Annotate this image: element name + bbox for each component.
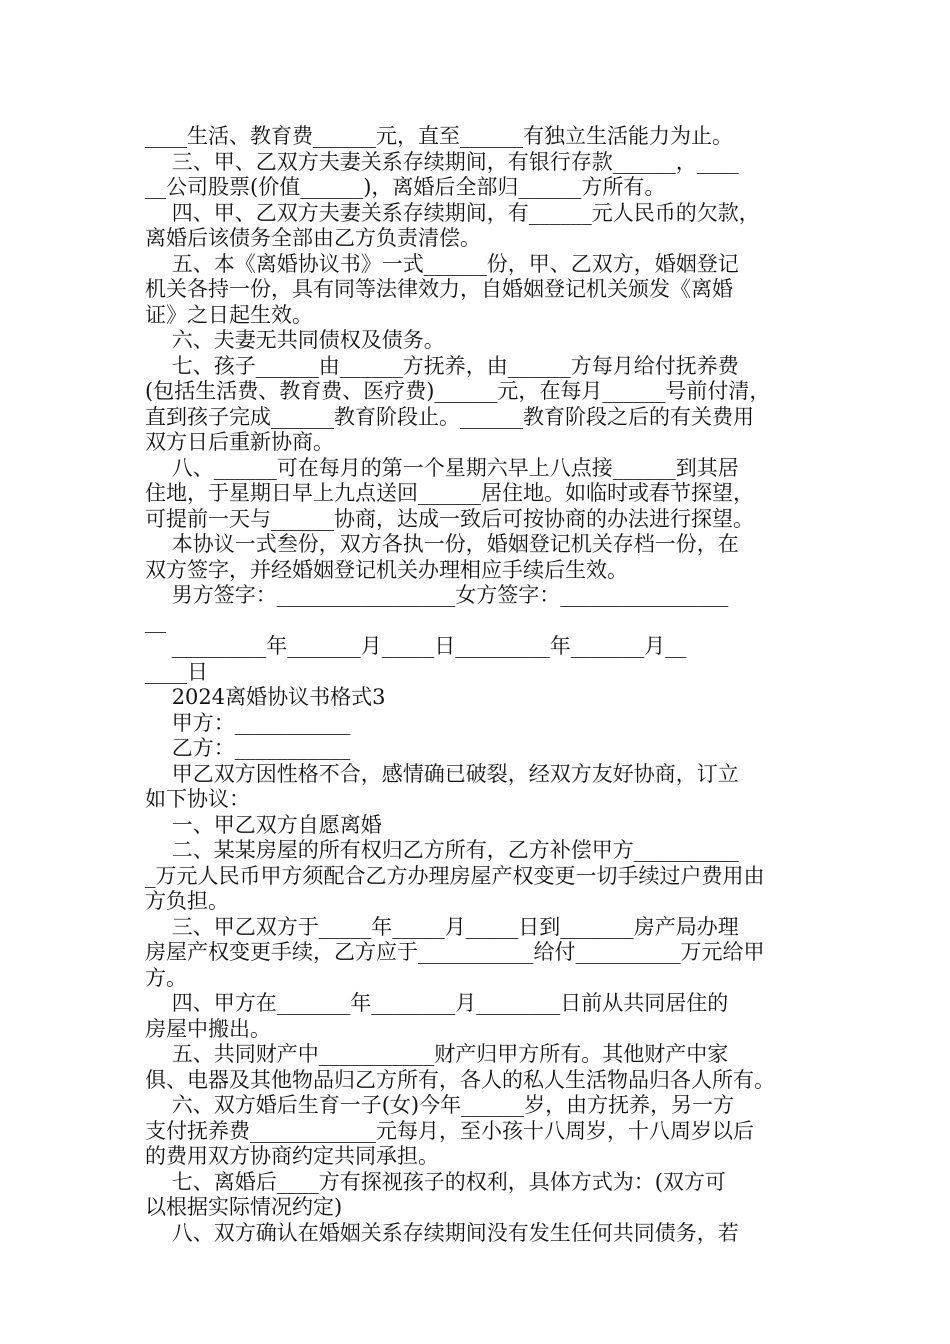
text-line: 以根据实际情况约定) [145, 1195, 343, 1219]
text-line: 证》之日起生效。 [145, 302, 313, 327]
text-line: 双方日后重新协商。 [145, 430, 334, 454]
text-line: 七、孩子______由______方抚养，由______方每月给付抚养费 [145, 353, 739, 378]
text-line: 三、甲、乙双方夫妻关系存续期间，有银行存款______，____ [145, 149, 739, 174]
text-line: 六、双方婚后生育一子(女)今年______岁，由方抚养，另一方 [145, 1093, 735, 1117]
signature-line-wrap: __ [145, 608, 166, 633]
text-line: 俱、电器及其他物品归乙方所有，各人的私人生活物品归各人所有。 [145, 1067, 775, 1092]
text-line: 房屋产权变更手续，乙方应于___________给付__________万元给甲 [145, 940, 765, 964]
text-line: 的费用双方协商约定共同承担。 [145, 1144, 439, 1168]
text-line: 机关各持一份，具有同等法律效力，自婚姻登记机关颁发《离婚 [145, 277, 733, 301]
text-line: 本协议一式叁份，双方各执一份，婚姻登记机关存档一份，在 [145, 532, 739, 556]
text-line: 甲乙双方因性格不合，感情确已破裂，经双方友好协商，订立 [145, 761, 739, 786]
document-page [145, 124, 810, 1246]
section-title: 2024离婚协议书格式3 [145, 685, 386, 709]
date-line-wrap: ____日 [145, 659, 208, 684]
text-line: _万元人民币甲方须配合乙方办理房屋产权变更一切手续过户费用由 [145, 863, 765, 888]
text-line: 支付抚养费____________元每月，至小孩十八周岁，十八周岁以后 [145, 1118, 754, 1143]
text-line: 方。 [145, 965, 187, 990]
text-line: 七、离婚后____方有探视孩子的权利，具体方式为：(双方可 [145, 1169, 726, 1194]
text-line: 五、本《离婚协议书》一式______份，甲、乙双方，婚姻登记 [145, 251, 739, 276]
party-a-line: 甲方：___________ [145, 710, 351, 735]
date-line: _________年_______月_____日_________年_______月__ [145, 634, 687, 658]
signature-line: 男方签字：_________________女方签字：________________ [145, 583, 729, 607]
text-line: 如下协议： [145, 787, 250, 811]
text-line: 方负担。 [145, 889, 229, 913]
text-line: 双方签字，并经婚姻登记机关办理相应手续后生效。 [145, 557, 628, 582]
text-line: ____生活、教育费______元，直至______有独立生活能力为止。 [145, 124, 733, 148]
text-line: 房屋中搬出。 [145, 1016, 271, 1041]
text-line: 四、甲、乙双方夫妻关系存续期间，有______元人民币的欠款， [145, 200, 760, 225]
text-line: 住地，于星期日早上九点送回______居住地。如临时或春节探望， [145, 481, 754, 505]
text-line: 可提前一天与______协商，达成一致后可按协商的办法进行探望。 [145, 506, 754, 531]
text-line: __公司股票(价值______)，离婚后全部归______方所有。 [145, 175, 666, 199]
text-line: 直到孩子完成______教育阶段止。______教育阶段之后的有关费用 [145, 404, 754, 429]
text-line: 一、甲乙双方自愿离婚 [145, 812, 382, 837]
text-line: 六、夫妻无共同债权及债务。 [145, 328, 445, 352]
text-line: 离婚后该债务全部由乙方负责清偿。 [145, 226, 481, 250]
text-line: 二、某某房屋的所有权归乙方所有，乙方补偿甲方__________ [145, 838, 739, 862]
text-line: (包括生活费、教育费、医疗费)______元，在每月______号前付清， [145, 379, 771, 403]
text-line: 八、______可在每月的第一个星期六早上八点接______到其居 [145, 455, 739, 480]
party-b-line: 乙方：___________ [145, 736, 351, 760]
text-line: 四、甲方在_______年________月________日前从共同居住的 [145, 991, 729, 1015]
text-line: 八、双方确认在婚姻关系存续期间没有发生任何共同债务，若 [145, 1220, 739, 1245]
text-line: 三、甲乙双方于_____年_____月_____日到_______房产局办理 [145, 914, 739, 939]
text-line: 五、共同财产中___________财产归甲方所有。其他财产中家 [145, 1042, 729, 1066]
